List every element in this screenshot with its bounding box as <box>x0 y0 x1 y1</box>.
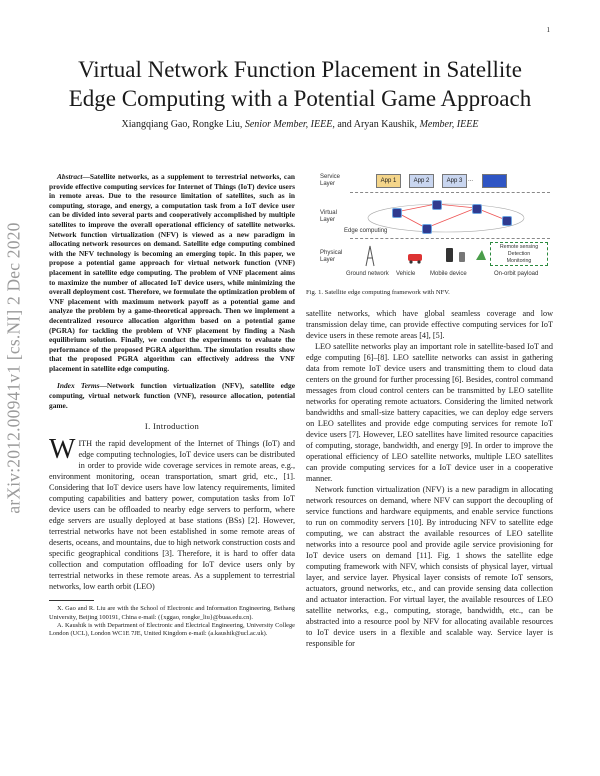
ground-devices <box>356 240 486 270</box>
app-n-box: App N <box>482 174 507 188</box>
author-2-role: Member, IEEE <box>419 119 479 130</box>
abstract-text: —Satellite networks, as a supplement to terrestrial networks, can provide effective computing services for Internet of Things (IoT) device users in remote areas. Due to the resource limitation of satellites, such as in computing, storage, and energy, a computation task from a IoT device user can be divided into several parts and cooperatively accomplished by multiple satellites to improve the overall operational efficiency of satellite networks. Network function virtualization (NFV) is viewed as a new paradigm in allocating network resources on demand. Satellite edge computing combined with the NFV technology is becoming an emerging topic. In this paper, we propose a potential game approach for virtual network function (VNF) placement in satellite edge computing. The problem of VNF placement aims to maximize the number of allocated IoT device users, while minimizing the overall deployment cost. Therefore, we formulate the optimization problem of VNF placement with maximum network payoff as a potential game and analyze the problem by a game-theoretical approach. Then we implement a decentralized resource allocation algorithm based on a potential game (PGRA) for tackling the problem of VNF placement by finding a Nash equilibrium solution. Finally, we conduct the experiments to evaluate the performance of the proposed PGRA algorithm. The simulation results show that the proposed PGRA algorithm can effectively address the VNF placement in satellite edge computing. <box>49 172 295 373</box>
tower-icon <box>366 246 374 266</box>
paragraph-continued: satellite networks, which have global seamless coverage and low transmission delay time, can provide effective computing services for IoT device users in these remote areas [4], [5]. <box>306 309 553 340</box>
wheel-icon <box>417 260 420 263</box>
on-orbit-payload-label: On-orbit payload <box>494 271 539 277</box>
app-3-box: App 3 <box>442 174 467 188</box>
mobile-device-icon <box>459 252 465 262</box>
footnote-divider <box>49 600 94 601</box>
monitoring-label: Monitoring <box>506 258 532 264</box>
index-terms <box>49 381 295 410</box>
app-ellipsis: ... <box>468 177 474 183</box>
index-terms-text: —Network function virtualization (NFV), satellite edge computing, virtual network function (VNF), resource allocation, potential game. <box>49 381 296 410</box>
vehicle-icon <box>408 254 422 261</box>
drop-cap: W <box>49 434 76 466</box>
layer-divider-bottom <box>350 238 550 239</box>
paragraph-leo: LEO satellite networks play an important role in satellite-based IoT and edge computing [6]–[8]. LEO satellite networks can assist in gathering data from remote IoT device users and transmitting them to cloud data centers on the ground for further processing [6]. Besides, control command messages from cloud control centers can be transmitted by LEO satellite networks for operating remote actuators. Considering the limited network bandwidths and small-size battery capacities, we can deploy edge servers on LEO satellites and provide edge computing services for remote IoT device users [7]. However, LEO satellites have limited resource capacities of computing, storage, bandwidth, and energy [9]. In order to improve the operational efficiency of LEO satellite networks, multiple LEO satellites can provide computing services for a IoT device user in a cooperative manner. <box>306 342 553 483</box>
title-line-1: Virtual Network Function Placement in Satellite <box>78 57 522 82</box>
edge-computing-label: Edge computing <box>344 228 388 234</box>
satellite-icon <box>432 200 442 210</box>
physical-layer-label: Physical Layer <box>320 250 343 263</box>
footnote-affiliation-1: X. Gao and R. Liu are with the School of Electronic and Information Engineering, Beihang University, Beijing 100191, China e-mail: ({xggao, rongke_liu}@buaa.edu.cn). <box>49 605 295 621</box>
abstract-lead: Abstract <box>57 172 83 181</box>
author-1-role: Senior Member, IEEE, <box>244 119 335 130</box>
payload-box <box>490 242 548 266</box>
author-2: and Aryan Kaushik, <box>334 119 420 130</box>
figure-1 <box>306 172 553 284</box>
service-layer-label: Service Layer <box>320 174 341 187</box>
wheel-icon <box>409 260 412 263</box>
left-column <box>49 172 295 639</box>
app-1-box: App 1 <box>376 174 401 188</box>
paper-title <box>40 55 560 113</box>
satellite-icon <box>502 216 512 226</box>
remote-sensing-label: Remote sensing <box>499 244 539 250</box>
footnote-affiliation-2: A. Kaushik is with Department of Electronic and Electrical Engineering, University College London (UCL), London WC1E 7JE, United Kingdom e-mail: (a.kaushik@ucl.ac.uk). <box>49 622 295 638</box>
virtual-layer-label: Virtual Layer <box>320 210 337 223</box>
vehicle-label: Vehicle <box>396 271 416 277</box>
arxiv-stamp <box>2 168 26 568</box>
figure-caption: Fig. 1. Satellite edge computing framework with NFV. <box>306 289 450 296</box>
mobile-device-label: Mobile device <box>430 271 467 277</box>
layer-divider-top <box>350 192 550 193</box>
app-2-box: App 2 <box>409 174 434 188</box>
satellite-icon <box>392 208 402 218</box>
index-terms-lead: Index Terms <box>57 381 100 391</box>
ground-network-label: Ground network <box>346 271 389 277</box>
abstract <box>49 172 295 373</box>
sensor-icon <box>476 250 486 260</box>
intro-paragraph <box>49 434 295 592</box>
author-1: Xiangqiang Gao, Rongke Liu, <box>121 119 245 130</box>
page-number: 1 <box>546 26 550 34</box>
satellite-icon <box>472 204 482 214</box>
right-column <box>306 172 553 649</box>
title-line-2: Edge Computing with a Potential Game Approach <box>68 86 532 111</box>
detection-label: Detection <box>507 251 531 257</box>
paragraph-nfv: Network function virtualization (NFV) is a new paradigm in allocating network resources on demand, where NFV can support the decoupling of service functions and hardware equipments, and enable service functions to run on commodity servers [10]. By introducing NFV to satellite edge computing, we can abstract the available resources of LEO satellite networks into a resource pool and provide agile service provisioning for IoT device users on demand [11]. Fig. 1 shows the satellite edge computing framework with NFV, which consists of physical layer, virtual layer, and service layer. Physical layer consists of remote IoT sensors, actuators, ground networks, etc., and can provide sensing data collection and actuator interaction. For virtual layer, the available resources of LEO satellite networks, e.g., computing, storage, bandwidth, etc., can be abstracted into a resource pool by NFV for allocating available resources to IoT device users in a flexible and scalable way. Service layer is responsible for <box>306 485 553 648</box>
arxiv-id: arXiv:2012.00941v1 [cs.NI] 2 Dec 2020 <box>3 222 24 514</box>
section-heading-introduction: I. Introduction <box>144 421 200 432</box>
intro-text: ITH the rapid development of the Internet of Things (IoT) and edge computing technologies, IoT device users can be distributed in order to provide wide coverage services in remote areas, e.g., environment monitoring, ocean transportation, smart grid, etc., [1]. Considering that IoT device users have low latency requirements, limited computing capabilities and battery power, computation tasks from IoT device users can be offloaded to nearby edge servers to perform, where edge servers are usually deployed at base stations (BSs) [2]. However, terrestrial networks have not been established in some remote areas of deserts, oceans, and mountains, due to high network construction costs and specific geographical conditions [3]. Therefore, it is hard to offer data collection and computation offloading for IoT device users only by terrestrial networks in these remote areas. As a supplement to terrestrial networks, low earth orbit (LEO) <box>49 439 295 592</box>
mobile-device-icon <box>446 248 453 262</box>
isl-link <box>426 208 476 228</box>
satellite-icon <box>422 224 432 234</box>
author-list <box>40 119 560 130</box>
